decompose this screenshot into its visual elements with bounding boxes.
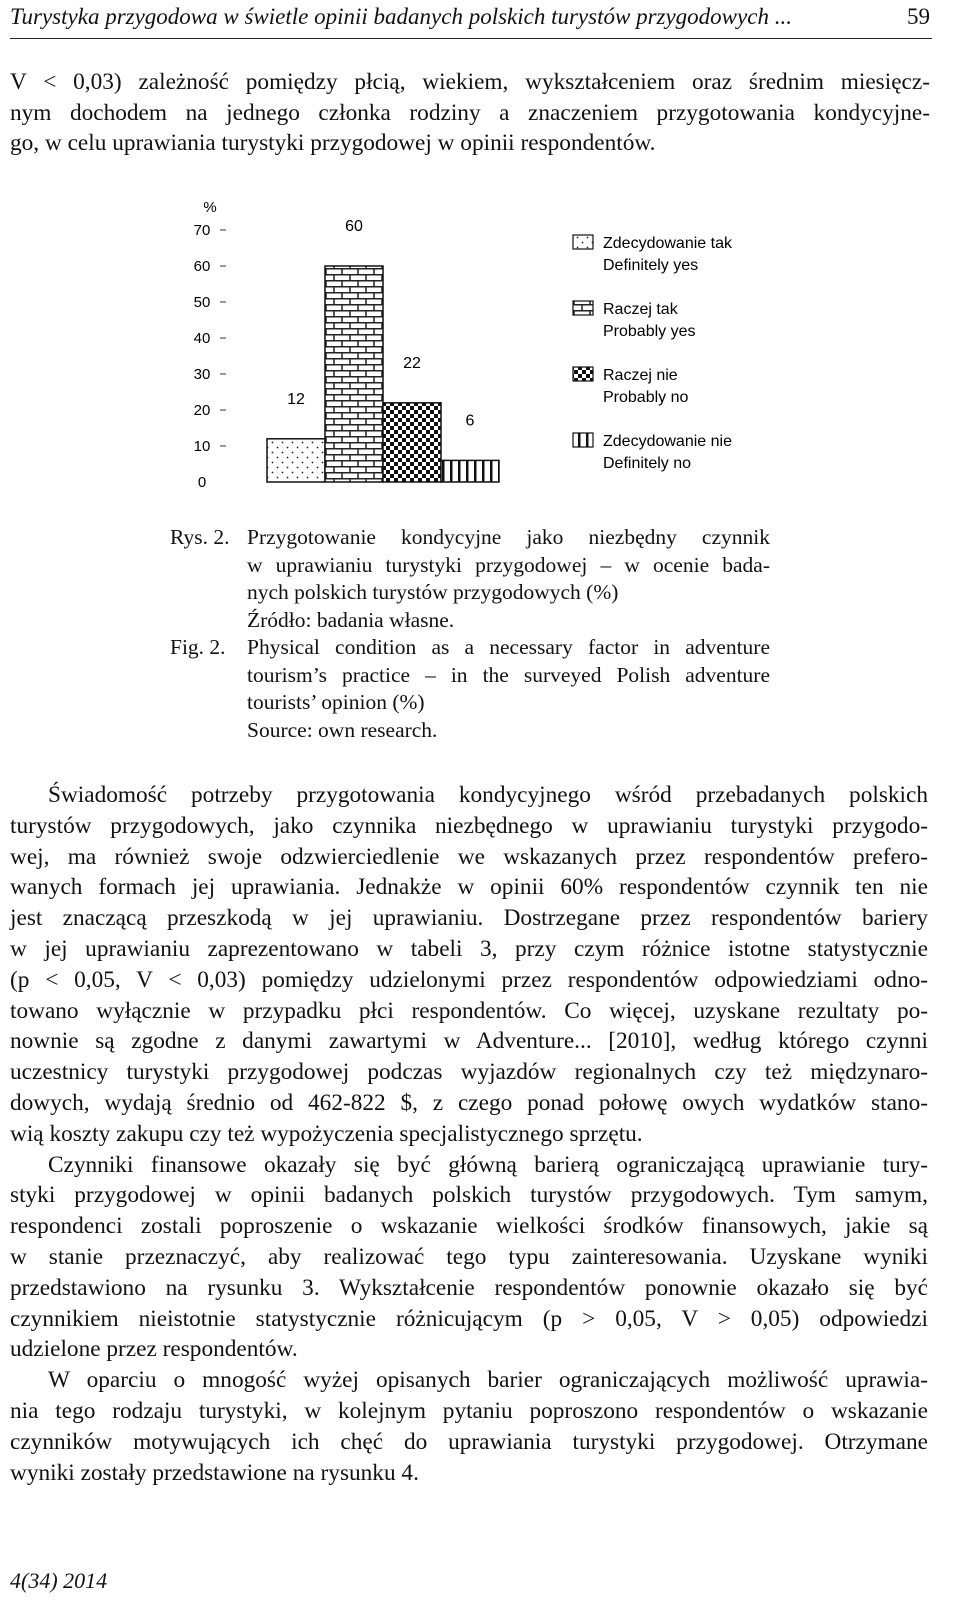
paragraph-line: Świadomość potrzeby przygotowania kondycyjnego wśród przebadanych polskich — [48, 782, 928, 808]
bar-chart — [170, 190, 790, 500]
paragraph-line: dowych, wydają średnio od 462-822 $, z czego ponad połowę owych wydatków stano- — [10, 1089, 928, 1116]
bar-dots — [267, 439, 325, 482]
paragraph-line: (p < 0,05, V < 0,03) pomiędzy udzielonymi przez respondentów odpowiedziami odno- — [10, 966, 928, 993]
paragraph-line: styki przygodowej w opinii badanych polskich turystów przygodowych. Tym samym, — [10, 1182, 928, 1209]
legend-swatch-bricks — [573, 301, 593, 315]
paragraph-line: jest znaczącą przeszkodą w jej uprawianiu. Dostrzegane przez respondentów bariery — [10, 905, 928, 932]
paragraph-1 — [10, 780, 928, 1150]
paragraph-line: przedstawiono na rysunku 3. Wykształcenie respondentów ponownie okazało się być — [10, 1274, 928, 1301]
paragraph-line: wej, ma również swoje odzwierciedlenie we wskazanych przez respondentów prefero- — [10, 843, 928, 870]
bar-value-label: 22 — [403, 354, 421, 372]
bar-bricks — [325, 266, 383, 482]
paragraph-line: w jej uprawianiu zaprezentowano w tabeli 3, przy czym różnice istotne statystycznie — [10, 935, 928, 962]
paragraph-line: W oparciu o mnogość wyżej opisanych barier ograniczających możliwość uprawia- — [48, 1367, 928, 1394]
caption-pl-label: Rys. 2. — [170, 525, 230, 549]
intro-paragraph — [10, 67, 930, 159]
running-title: Turystyka przygodowa w świetle opinii badanych polskich turystów przygodowych ... — [10, 4, 792, 29]
legend-label-pl: Raczej tak — [603, 301, 678, 318]
running-header — [10, 2, 932, 39]
paragraph-line: wyniki zostały przedstawione na rysunku 4. — [10, 1459, 419, 1486]
caption-en-source: Source: own research. — [247, 717, 438, 742]
legend — [573, 235, 733, 472]
intro-line: V < 0,03) zależność pomiędzy płcią, wiekiem, wykształceniem oraz średnim miesięcz- — [10, 69, 930, 95]
caption-en-line: tourists’ opinion (%) — [247, 690, 425, 714]
paragraph-3 — [10, 1365, 928, 1488]
bar-vlines — [441, 460, 499, 482]
paragraph-line: czynnikiem nieistotnie statystycznie różnicującym (p > 0,05, V > 0,05) odpowiedzi — [10, 1305, 928, 1332]
bar-checker — [383, 403, 441, 482]
paragraph-line: towano wyłącznie w przypadku płci respondentów. Co więcej, uzyskane rezultaty po- — [10, 997, 928, 1024]
caption-en-label: Fig. 2. — [170, 635, 226, 659]
legend-label-en: Definitely no — [603, 455, 692, 472]
legend-label-en: Probably no — [603, 389, 689, 406]
paragraph-line: Czynniki finansowe okazały się być główną barierą ograniczającą uprawianie tury- — [48, 1151, 928, 1178]
paragraph-2 — [10, 1150, 928, 1366]
page-number: 59 — [907, 4, 930, 29]
bar-value-label: 12 — [287, 390, 305, 408]
bars — [267, 218, 499, 482]
body-text — [10, 780, 928, 1488]
y-tick-label: 50 — [193, 294, 211, 311]
paragraph-line: udzielone przez respondentów. — [10, 1336, 298, 1363]
bar-value-label: 6 — [465, 412, 475, 430]
intro-line: go, w celu uprawiania turystyki przygodowej w opinii respondentów. — [10, 130, 656, 156]
paragraph-line: wanych formach jej uprawiania. Jednakże w opinii 60% respondentów czynnik ten nie — [10, 874, 928, 901]
legend-swatch-dots — [573, 235, 593, 249]
paragraph-line: nownie są zgodne z danymi zawartymi w Adventure... [2010], według którego czynni — [10, 1028, 928, 1055]
caption-pl-source: Źródło: badania własne. — [247, 607, 455, 632]
legend-swatch-checker — [573, 367, 593, 381]
y-tick-label: 30 — [193, 366, 211, 383]
legend-label-en: Definitely yes — [603, 257, 699, 274]
paragraph-line: w stanie przeznaczyć, aby realizować tego typu zainteresowania. Uzyskane wyniki — [10, 1243, 928, 1270]
bar-value-label: 60 — [345, 218, 363, 235]
y-tick-label: 0 — [197, 474, 207, 491]
y-tick-label: 60 — [193, 258, 211, 275]
paragraph-line: turystów przygodowych, jako czynnika niezbędnego w uprawianiu turystyki przygodo- — [10, 812, 928, 839]
caption-pl-line: nych polskich turystów przygodowych (%) — [247, 580, 619, 604]
paragraph-line: wią koszty zakupu czy też wypożyczenia specjalistycznego sprzętu. — [10, 1120, 643, 1147]
y-tick-label: 70 — [193, 222, 211, 239]
legend-label-pl: Zdecydowanie tak — [603, 235, 732, 252]
legend-label-pl: Zdecydowanie nie — [603, 433, 732, 450]
paragraph-line: respondenci zostali poproszenie o wskazanie wielkości środków finansowych, jakie są — [10, 1213, 928, 1240]
caption-pl-line: w uprawianiu turystyki przygodowej – w ocenie bada- — [247, 552, 770, 577]
caption-en-line: Physical condition as a necessary factor in adventure — [247, 635, 770, 659]
caption-en — [170, 634, 770, 744]
legend-label-en: Probably yes — [603, 323, 696, 340]
legend-swatch-vlines — [573, 433, 593, 447]
y-tick-label: 20 — [193, 402, 211, 419]
footer-issue: 4(34) 2014 — [10, 1568, 108, 1593]
paragraph-line: uczestnicy turystyki przygodowej podczas wyjazdów regionalnych czy też międzynaro- — [10, 1059, 928, 1086]
y-axis — [194, 199, 226, 491]
caption-pl — [170, 524, 770, 634]
legend-label-pl: Raczej nie — [603, 367, 678, 384]
y-tick-label: 10 — [193, 438, 211, 455]
caption-pl-line: Przygotowanie kondycyjne jako niezbędny czynnik — [247, 525, 770, 549]
intro-line: nym dochodem na jednego członka rodziny a znaczeniem przygotowania kondycyjne- — [10, 99, 930, 126]
figure-caption — [170, 524, 770, 744]
y-axis-label: % — [203, 199, 217, 216]
caption-en-line: tourism’s practice – in the surveyed Polish adventure — [247, 662, 770, 687]
paragraph-line: czynników motywujących ich chęć do uprawiania turystyki przygodowej. Otrzymane — [10, 1428, 928, 1455]
y-tick-label: 40 — [193, 330, 211, 347]
paragraph-line: nia tego rodzaju turystyki, w kolejnym pytaniu poproszono respondentów o wskazanie — [10, 1397, 928, 1424]
